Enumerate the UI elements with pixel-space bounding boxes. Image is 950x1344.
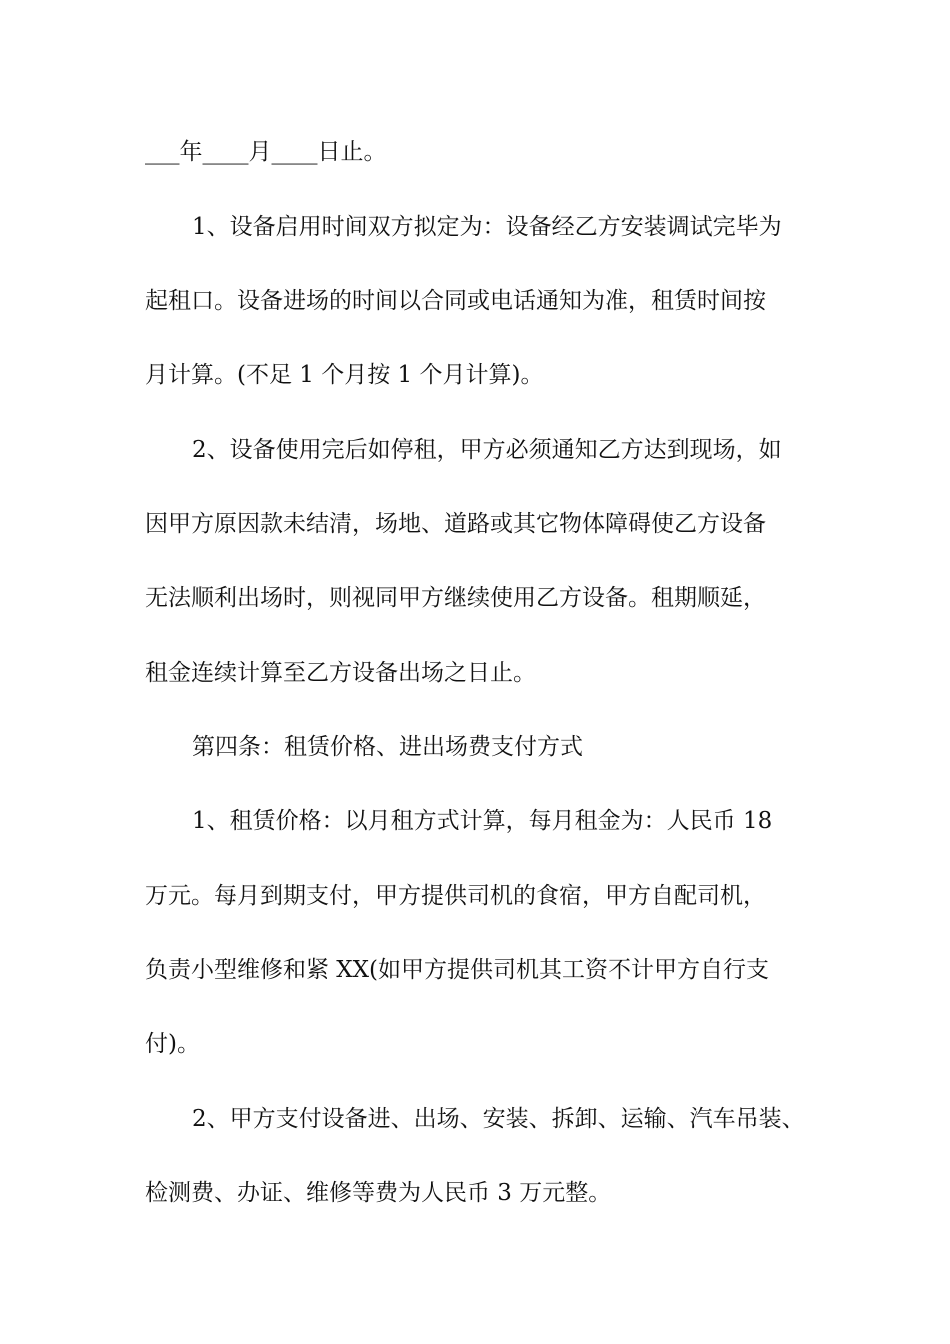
text-line: 1、租赁价格：以月租方式计算，每月租金为：人民币 18 bbox=[192, 808, 773, 834]
text-line: 无法顺利出场时，则视同甲方继续使用乙方设备。租期顺延， bbox=[145, 585, 766, 611]
text-line: 万元。每月到期支付，甲方提供司机的食宿，甲方自配司机， bbox=[145, 883, 766, 909]
section-heading: 第四条：租赁价格、进出场费支付方式 bbox=[192, 734, 583, 760]
text-line: 付)。 bbox=[145, 1031, 200, 1057]
text-line: 2、设备使用完后如停租，甲方必须通知乙方达到现场，如 bbox=[192, 437, 782, 463]
text-line: ___年____月____日止。 bbox=[145, 139, 387, 165]
text-line: 负责小型维修和紧 XX(如甲方提供司机其工资不计甲方自行支 bbox=[145, 957, 770, 983]
text-line: 检测费、办证、维修等费为人民币 3 万元整。 bbox=[145, 1180, 612, 1206]
text-line: 因甲方原因款未结清，场地、道路或其它物体障碍使乙方设备 bbox=[145, 511, 766, 537]
text-line: 1、设备启用时间双方拟定为：设备经乙方安装调试完毕为 bbox=[192, 214, 782, 240]
text-line: 起租口。设备进场的时间以合同或电话通知为准，租赁时间按 bbox=[145, 288, 766, 314]
text-line: 2、甲方支付设备进、出场、安装、拆卸、运输、汽车吊装、 bbox=[192, 1106, 805, 1132]
text-line: 月计算。(不足 1 个月按 1 个月计算)。 bbox=[145, 362, 544, 388]
text-line: 租金连续计算至乙方设备出场之日止。 bbox=[145, 660, 536, 686]
